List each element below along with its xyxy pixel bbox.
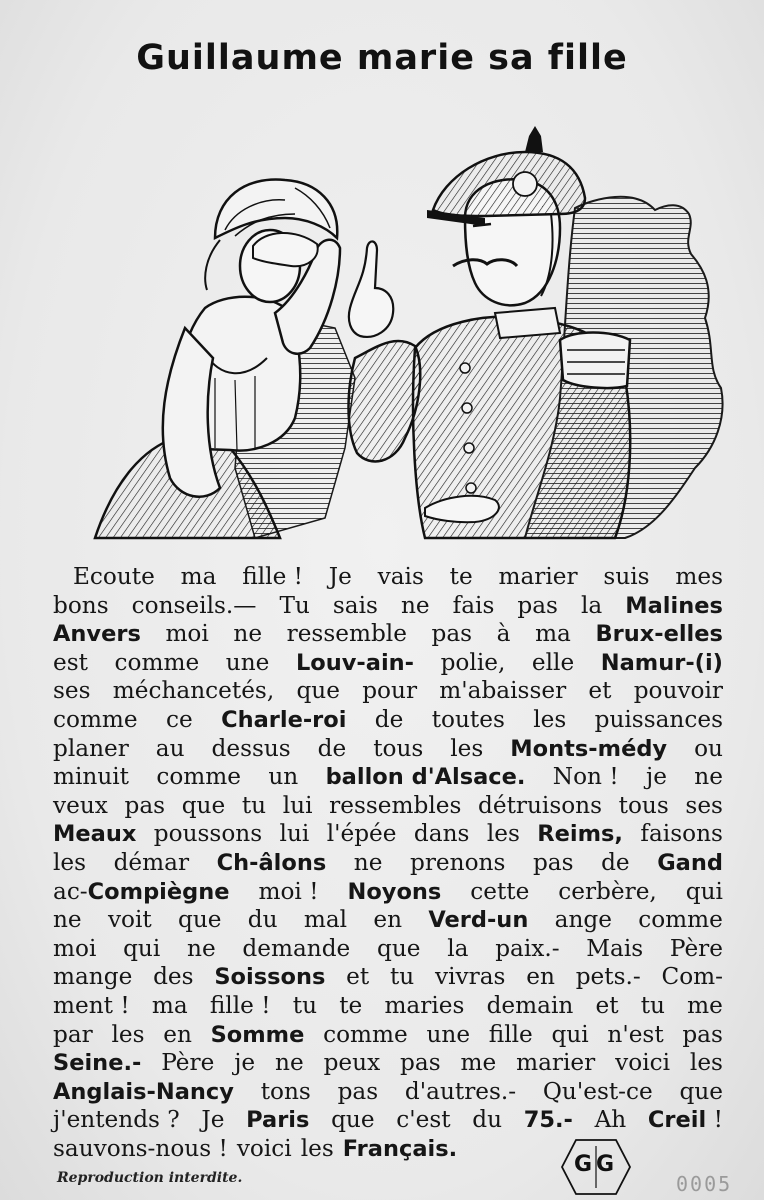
text-word: voici [615,1049,671,1077]
text-word: Malines [625,592,723,619]
text-word: conseils.— [131,591,257,619]
text-word: par [53,1020,93,1048]
text-line [53,706,723,735]
text-word: au [155,734,185,762]
text-word: Louv-ain- [295,649,415,676]
text-word: Gand [657,849,723,876]
text-word: Français. [342,1135,458,1162]
text-word: que [331,1106,375,1134]
text-word: c'est [396,1106,451,1134]
text-word: pas [682,1020,723,1048]
text-word: la [447,934,469,962]
text-word: te [449,563,473,590]
text-word: me [460,1049,497,1077]
woman-figure [95,180,355,538]
text-word: pas [400,1049,441,1077]
text-word: demain [486,991,574,1019]
text-word: pets.- [575,963,641,991]
text-word: vais [377,563,424,590]
text-word: Soissons [214,964,326,991]
text-word: des [153,963,194,991]
text-word: planer [53,734,129,762]
text-word: détruisons [478,791,603,819]
text-line [53,677,723,706]
text-line [53,1078,723,1107]
text-word: pas [532,848,574,876]
text-word: Je [328,563,352,590]
text-word: Non ! [552,763,619,791]
text-word: Anvers [53,621,141,648]
text-word: les [111,1020,145,1048]
text-word: du [247,906,278,934]
text-word: dessus [211,734,291,762]
text-word: cerbère, [558,877,657,905]
text-line [53,649,723,678]
text-word: pas [124,791,166,819]
text-word: Meaux [53,821,137,848]
text-word: Charle-roi [221,706,347,733]
text-word: sauvons-nous ! [53,1134,228,1162]
text-word: les [533,705,567,733]
text-word: ne [233,620,263,648]
text-word: cette [470,877,530,905]
text-word: ange [554,906,612,934]
text-word: comme [323,1020,408,1048]
reproduction-notice: Reproduction interdite. [57,1170,243,1186]
text-word: veux [53,791,108,819]
text-word: me [687,991,723,1019]
text-word: Brux-elles [595,621,723,648]
text-word: n'est [607,1020,664,1048]
text-word: de [317,734,347,762]
text-word: moi ! [258,877,319,905]
text-word: marier [498,563,578,590]
text-word: un [268,763,299,791]
text-word: Com- [661,963,723,991]
text-line [53,906,723,935]
text-word: pouvoir [633,677,723,705]
text-word: l'épée [326,820,397,848]
text-word: tous [373,734,424,762]
text-line [53,792,723,821]
text-word: voit [107,906,152,934]
text-word: les [689,1049,723,1077]
text-word: Namur-(i) [600,649,723,676]
text-word: démar [113,848,190,876]
text-word: Anglais-Nancy [53,1078,234,1105]
text-word: polie, [440,648,506,676]
text-line [53,878,723,907]
text-word: les [300,1134,334,1162]
text-word: fille ! [242,563,303,590]
text-word: fille ! [209,991,271,1019]
text-line [53,563,723,592]
text-word: les [53,848,87,876]
text-word: Verd-un [428,907,529,934]
text-word: lui [282,791,313,819]
text-word: d'autres.- [404,1077,517,1105]
text-word: ma [180,563,217,590]
text-word: tu [292,991,318,1019]
text-word: vivras [435,963,506,991]
text-word: Qu'est-ce [542,1077,653,1105]
text-word: dans [413,820,470,848]
text-word: que [377,934,421,962]
text-line [53,592,723,621]
text-word: Ch-âlons [216,849,327,876]
text-word: ne [275,1049,304,1077]
text-word: peux [323,1049,381,1077]
text-word: m'abaisser [439,677,567,705]
text-word: du [472,1106,503,1134]
text-line [53,620,723,649]
text-word: te [339,991,363,1019]
text-word: paix.- [495,934,560,962]
text-word: elle [531,648,575,676]
text-word: tons [260,1077,311,1105]
text-word: Monts-médy [510,735,668,762]
text-word: tu [241,791,267,819]
text-word: à [496,620,511,648]
text-line [53,1106,723,1135]
text-word: ses [53,677,91,705]
publisher-logo: GG [573,1152,619,1177]
page-title: Guillaume marie sa fille [136,38,628,78]
text-line [53,735,723,764]
text-word: Reims, [537,821,623,848]
text-word: Somme [210,1021,305,1048]
text-word: faisons [640,820,723,848]
text-word: je [646,763,667,791]
cartoon-illustration [55,118,735,548]
text-word: tous [618,791,669,819]
text-line [53,1021,723,1050]
text-word: en [373,906,403,934]
text-word: Creil ! [647,1106,723,1134]
text-word: moi [165,620,209,648]
text-line [53,763,723,792]
soldier-figure [349,126,631,538]
text-line [53,849,723,878]
text-word: en [526,963,555,991]
text-word: mange [53,963,133,991]
text-word: ma [535,620,571,648]
text-word: ne [694,763,723,791]
text-word: Tu [279,591,310,619]
text-word: comme [638,906,723,934]
text-word: mal [303,906,348,934]
text-word: est [53,648,88,676]
text-word: toutes [431,705,505,733]
text-word: pour [362,677,418,705]
text-word: tu [640,991,665,1019]
text-word: Paris [246,1107,310,1134]
text-line [53,820,723,849]
text-word: de [601,848,630,876]
text-word: une [225,648,270,676]
text-word: les [486,820,520,848]
text-word: 75.- [523,1107,573,1134]
text-word: les [450,734,484,762]
text-word: ment ! [53,991,130,1019]
text-word: comme [53,705,138,733]
text-word: Seine.- [53,1050,142,1077]
text-line [53,992,723,1021]
text-word: ma [151,991,188,1019]
text-word: j'entends ? [53,1106,180,1134]
text-word: sais [332,591,378,619]
text-word: voici [236,1134,292,1162]
text-word: Ah [594,1106,627,1134]
text-word: et [588,677,612,705]
text-word: méchancetés, [112,677,275,705]
text-word: ne [400,591,430,619]
text-word: que [679,1077,723,1105]
text-line [53,1049,723,1078]
text-word: ballon d'Alsace. [325,764,526,791]
text-word: Ecoute [73,563,155,590]
text-word: prenons [410,848,506,876]
text-word: ne [353,848,383,876]
text-word: ne [187,934,216,962]
text-word: moi [53,934,97,962]
text-word: ressemble [286,620,407,648]
text-word: de [374,705,404,733]
text-word: ressembles [329,791,462,819]
text-word: comme [156,763,242,791]
text-word: Père [161,1049,215,1077]
text-word: ce [166,705,193,733]
text-word: fille [488,1020,533,1048]
text-word: puissances [594,705,723,733]
text-word: qui [551,1020,589,1048]
text-word: une [426,1020,471,1048]
text-word: maries [384,991,465,1019]
text-word: ac-Compiègne [53,877,230,905]
text-word: tu [389,963,415,991]
body-text [53,563,723,1163]
text-word: je [234,1049,256,1077]
text-line [53,935,723,964]
text-word: minuit [53,763,130,791]
text-word: demande [242,934,351,962]
text-word: Mais [586,934,644,962]
text-word: suis [603,563,650,590]
text-line [53,963,723,992]
text-word: pas [517,591,558,619]
text-word: et [346,963,370,991]
text-word: ses [685,791,723,819]
text-word: Noyons [347,878,442,905]
text-word: mes [675,563,723,590]
text-word: qui [685,877,723,905]
text-word: pas [431,620,473,648]
text-word: en [163,1020,192,1048]
text-word: comme [114,648,200,676]
archive-stamp: 0005 [676,1172,733,1196]
text-word: que [178,906,222,934]
text-word: Père [669,934,723,962]
text-word: bons [53,591,109,619]
text-word: poussons [153,820,263,848]
text-word: que [181,791,226,819]
text-word: pas [337,1077,379,1105]
text-word: ou [694,734,723,762]
text-word: et [595,991,619,1019]
text-word: la [580,591,603,619]
text-word: qui [123,934,161,962]
text-word: Je [201,1106,225,1134]
text-word: ne [53,906,82,934]
text-word: fais [452,591,495,619]
text-word: marier [516,1049,596,1077]
text-word: lui [279,820,310,848]
text-word: que [296,677,340,705]
